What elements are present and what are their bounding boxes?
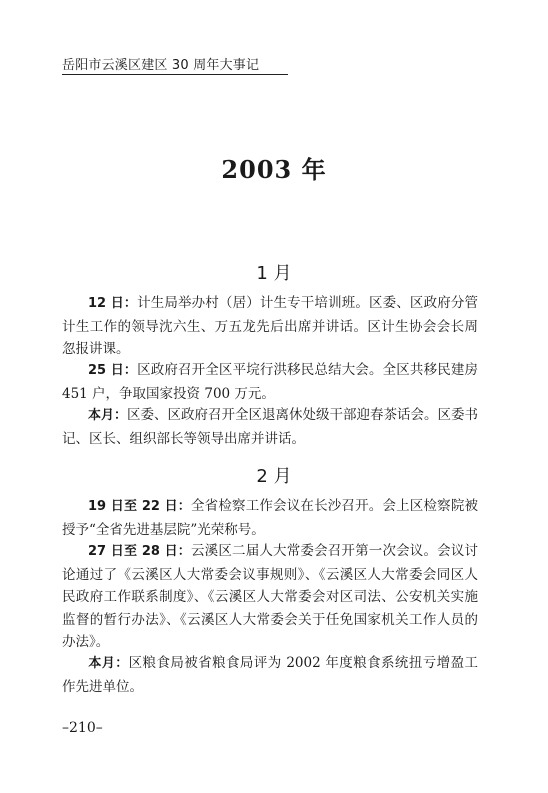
entry-text: 区政府召开全区平垸行洪移民总结大会。全区共移民建房 451 户，争取国家投资 700 万元。 [62, 362, 479, 402]
entry-date: 25 日： [88, 363, 138, 378]
entry-text: 区委、区政府召开全区退离休处级干部迎春茶话会。区委书记、区长、组织部长等领导出席并讲话。 [62, 407, 479, 447]
entry-jan-25 [62, 359, 478, 405]
entry-date: 19 日至 22 日： [88, 499, 191, 514]
entry-jan-month [62, 404, 478, 450]
entry-text: 计生局举办村（居）计生专干培训班。区委、区政府分管计生工作的领导沈六生、万五龙先后出席并讲话。区计生协会会长周忽报讲课。 [62, 295, 479, 357]
entry-jan-12 [62, 292, 478, 361]
entry-text: 云溪区二届人大常委会召开第一次会议。会议讨论通过了《云溪区人大常委会议事规则》、《云溪区人大常委会同区人民政府工作联系制度》、《云溪区人大常委会对区司法、公安机关实施监督的暂行办法》、《云溪区人大常委会关于任免国家机关工作人员的办法》。 [62, 543, 479, 650]
entry-date: 27 日至 28 日： [88, 544, 191, 559]
entry-date: 12 日： [88, 296, 138, 311]
entry-date: 本月： [88, 656, 129, 671]
month-heading-january: 1 月 [256, 263, 292, 284]
running-header: 岳阳市云溪区建区 30 周年大事记 [62, 58, 260, 73]
entry-feb-19 [62, 495, 478, 541]
header-rule [62, 74, 288, 75]
page-number: –210– [62, 720, 103, 736]
entry-feb-27 [62, 540, 478, 654]
entry-text: 区粮食局被省粮食局评为 2002 年度粮食系统扭亏增盈工作先进单位。 [62, 655, 478, 695]
month-heading-february: 2 月 [256, 466, 292, 487]
entry-text: 全省检察工作会议在长沙召开。会上区检察院被授予“全省先进基层院”光荣称号。 [62, 498, 479, 538]
year-heading: 2003 年 [221, 155, 327, 184]
entry-date: 本月： [88, 408, 128, 423]
entry-feb-month [62, 652, 478, 698]
